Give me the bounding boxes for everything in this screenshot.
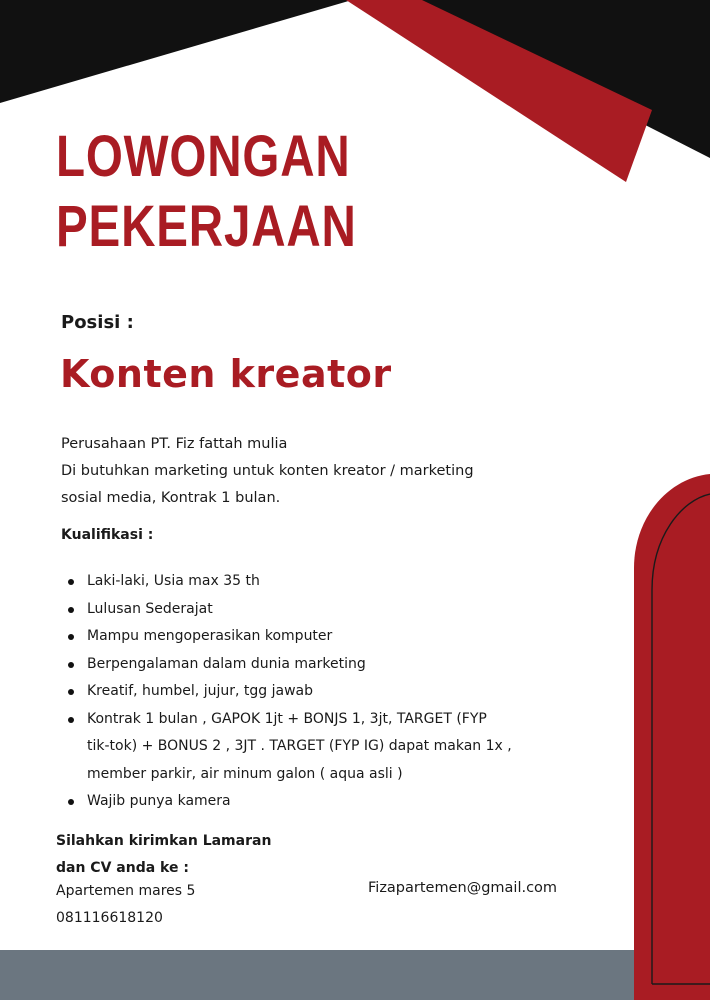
list-item-text: Kontrak 1 bulan , GAPOK 1jt + BONJS 1, 3jt, TARGET (FYP bbox=[87, 710, 487, 727]
contact-details bbox=[56, 878, 195, 932]
list-item bbox=[68, 596, 528, 624]
position-label: Posisi : bbox=[61, 312, 134, 333]
qualifications-list bbox=[68, 568, 528, 816]
list-item-text: Kreatif, humbel, jujur, tgg jawab bbox=[87, 683, 313, 699]
list-item bbox=[68, 706, 528, 789]
intro-line: Di butuhkan marketing untuk konten kreator / marketing bbox=[61, 463, 474, 479]
contact-heading-line: Silahkan kirimkan Lamaran bbox=[56, 833, 272, 849]
list-item-text: Berpengalaman dalam dunia marketing bbox=[87, 655, 366, 672]
contact-heading-line: dan CV anda ke : bbox=[56, 860, 189, 876]
list-item bbox=[68, 678, 528, 706]
red-arch-panel bbox=[634, 474, 710, 1000]
list-item bbox=[68, 651, 528, 679]
headline-line1: LOWONGAN bbox=[56, 124, 351, 189]
headline bbox=[56, 122, 357, 262]
list-item-text: Wajib punya kamera bbox=[87, 793, 231, 809]
list-item bbox=[68, 788, 528, 816]
contact-address: Apartemen mares 5 bbox=[56, 883, 196, 899]
list-item-text: tik-tok) + BONUS 2 , 3JT . TARGET (FYP IG) dapat makan 1x , bbox=[87, 738, 512, 754]
headline-line2: PEKERJAAN bbox=[56, 194, 357, 259]
qualifications-label: Kualifikasi : bbox=[61, 527, 154, 543]
intro-line: sosial media, Kontrak 1 bulan. bbox=[61, 490, 281, 506]
list-item-text: member parkir, air minum galon ( aqua asli ) bbox=[87, 765, 403, 782]
position-title: Konten kreator bbox=[60, 352, 392, 396]
intro-line: Perusahaan PT. Fiz fattah mulia bbox=[61, 436, 288, 452]
contact-phone: 081116618120 bbox=[56, 910, 163, 926]
footer-gray-band bbox=[0, 950, 710, 1000]
intro-text bbox=[61, 431, 531, 512]
list-item bbox=[68, 623, 528, 651]
list-item bbox=[68, 568, 528, 596]
list-item-text: Lulusan Sederajat bbox=[87, 600, 213, 617]
list-item-text: Mampu mengoperasikan komputer bbox=[87, 628, 333, 644]
contact-email: Fizapartemen@gmail.com bbox=[368, 880, 558, 896]
contact-heading bbox=[56, 828, 271, 882]
top-black-shape bbox=[0, 0, 352, 103]
list-item-text: Laki-laki, Usia max 35 th bbox=[87, 573, 260, 589]
